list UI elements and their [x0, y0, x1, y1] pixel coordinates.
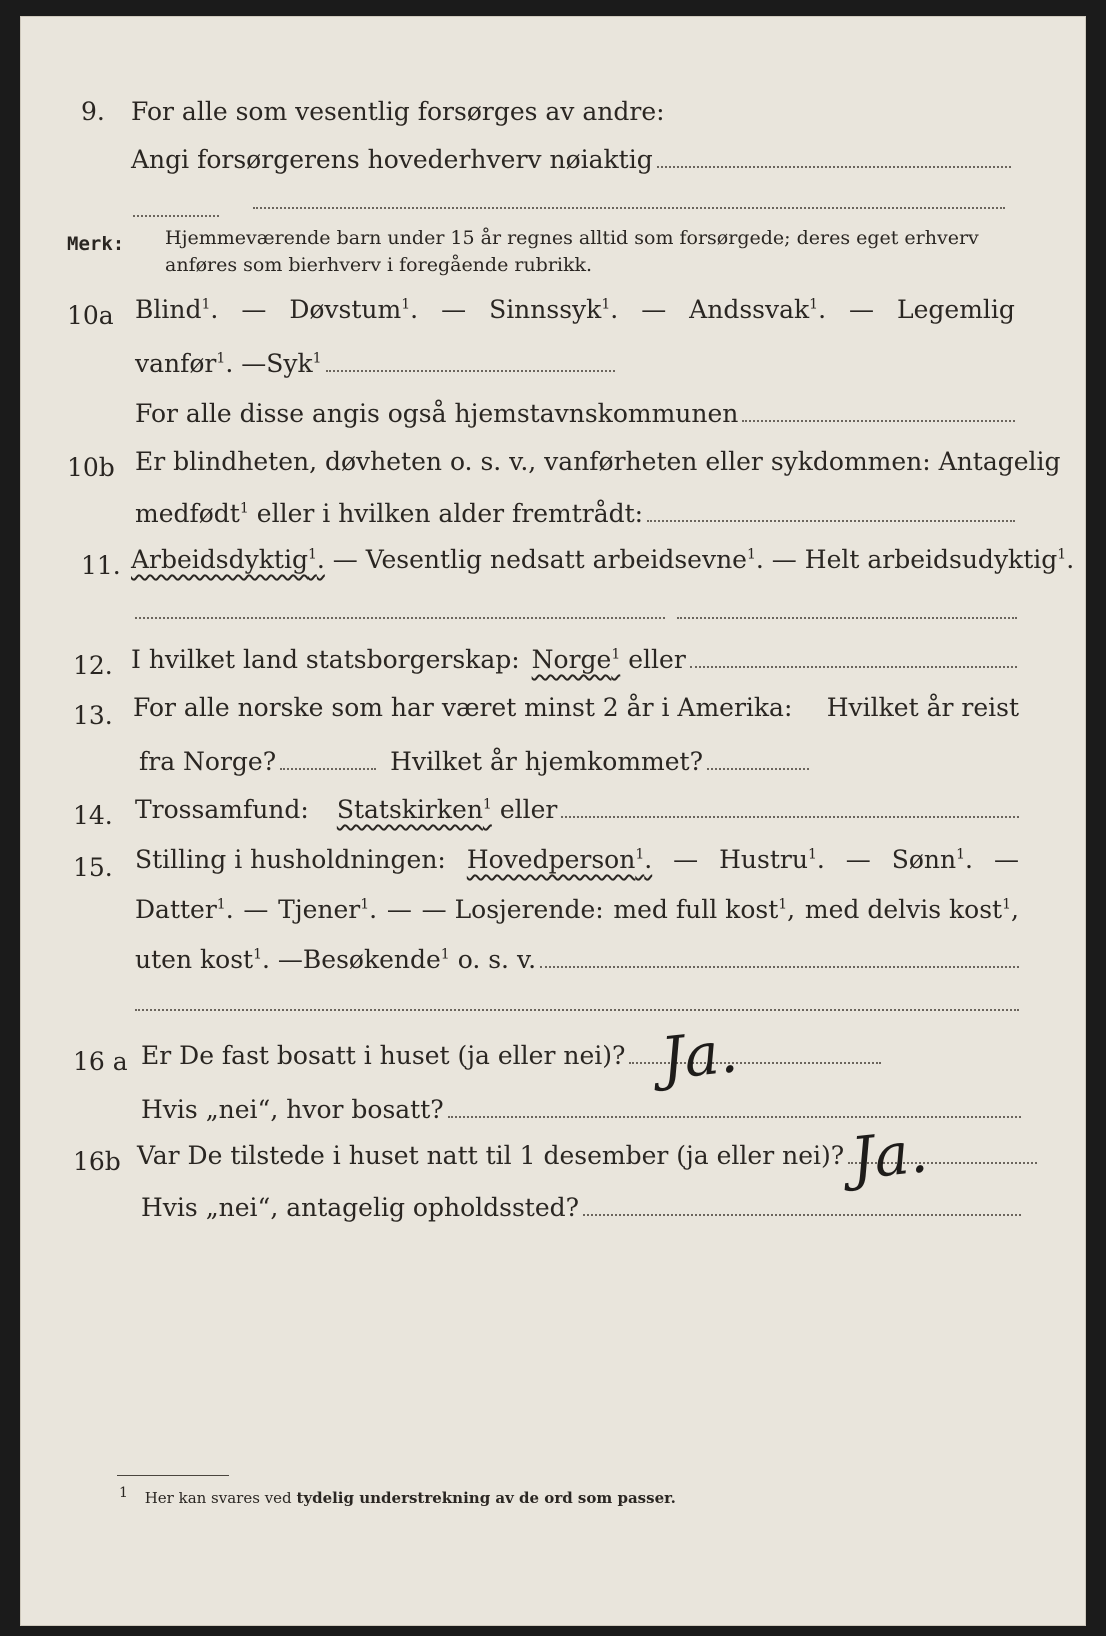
option-andssvak[interactable]: Andssvak$^1$.: [689, 295, 827, 324]
question-16b-line2: [141, 1193, 1021, 1222]
question-9-line1: [131, 97, 1011, 126]
question-13-returned: Hvilket år hjemkommet?: [390, 747, 704, 776]
option-blind[interactable]: Blind$^1$.: [135, 295, 219, 324]
census-form-page: [20, 16, 1086, 1626]
answer-field-continuation-b[interactable]: [253, 207, 1005, 209]
option-full-kost[interactable]: med full kost$^1$,: [613, 895, 796, 924]
question-16a-line2: [141, 1095, 1021, 1124]
handwritten-answer-present: Ja.: [847, 1117, 931, 1193]
option-delvis-kost[interactable]: med delvis kost$^1$,: [804, 895, 1019, 924]
note-text: [165, 225, 1021, 279]
handwritten-answer-resident: Ja.: [657, 1017, 741, 1093]
question-16b-whereabouts: Hvis „nei“, antagelig opholdssted?: [141, 1193, 580, 1222]
option-sonn[interactable]: Sønn$^1$.: [891, 845, 973, 874]
note-line-2: anføres som bierhverv i foregående rubrikk.: [165, 254, 593, 276]
option-uten-kost[interactable]: uten kost$^1$. —: [135, 945, 303, 974]
question-10b-text: Er blindheten, døvheten o. s. v., vanførheten eller sykdommen: Antagelig: [135, 447, 1061, 476]
question-10a-line3: [135, 399, 1015, 428]
answer-field-syk[interactable]: [326, 370, 615, 372]
question-13-line2: [139, 747, 809, 776]
answer-field-returned-year[interactable]: [707, 768, 809, 770]
question-9-line2: [131, 145, 1011, 174]
option-syk[interactable]: Syk$^1$: [266, 349, 322, 378]
question-15-losjerende: — Losjerende:: [421, 895, 604, 924]
answer-field-religion[interactable]: [561, 816, 1019, 818]
question-15-osv: o. s. v.: [457, 945, 537, 974]
question-number-11: 11.: [81, 551, 121, 580]
question-number-16b: 16b: [73, 1147, 121, 1176]
option-sinnssyk[interactable]: Sinnssyk$^1$.: [489, 295, 619, 324]
answer-field-11-b[interactable]: [677, 617, 1017, 619]
question-12-text: I hvilket land statsborgerskap:: [131, 645, 520, 674]
option-vesentlig-nedsatt[interactable]: Vesentlig nedsatt arbeidsevne$^1$.: [365, 545, 764, 574]
footnote: 1 Her kan svares ved tydelig understrekning av de ord som passer.: [119, 1485, 676, 1507]
answer-field-whereabouts[interactable]: [583, 1214, 1021, 1216]
question-number-15: 15.: [73, 853, 113, 882]
question-10b-line1: [135, 447, 1061, 476]
question-number-10a: 10a: [67, 301, 114, 330]
answer-field-continuation-a[interactable]: [133, 215, 219, 217]
answer-field-provider-occupation[interactable]: [657, 166, 1011, 168]
option-norge-selected[interactable]: Norge$^1$: [531, 645, 621, 674]
question-15-line2: Datter$^1$. — Tjener$^1$. — — Losjerende: med full kost$^1$, med delvis kost$^1$,: [135, 895, 1019, 924]
footnote-rule: [117, 1475, 229, 1476]
option-legemlig[interactable]: Legemlig: [897, 295, 1015, 324]
question-14-line: [135, 795, 1019, 824]
answer-field-15-continuation[interactable]: [135, 1009, 1019, 1011]
option-statskirken-selected[interactable]: Statskirken$^1$: [336, 795, 492, 824]
question-15-line3: [135, 945, 1019, 974]
answer-field-citizenship[interactable]: [690, 666, 1017, 668]
answer-field-emigrated-year[interactable]: [280, 768, 376, 770]
question-15-line1: Stilling i husholdningen: Hovedperson$^1$. — Hustru$^1$. — Sønn$^1$. —: [135, 845, 1019, 874]
option-hustru[interactable]: Hustru$^1$.: [719, 845, 825, 874]
question-9-label: Angi forsørgerens hovederhverv nøiaktig: [131, 145, 653, 174]
question-number-14: 14.: [73, 801, 113, 830]
option-arbeidsdyktig-selected[interactable]: Arbeidsdyktig$^1$.: [131, 545, 325, 574]
question-10a-line1: Blind$^1$. — Døvstum$^1$. — Sinnssyk$^1$. — Andssvak$^1$. — Legemlig: [135, 295, 1015, 324]
question-16a-where: Hvis „nei“, hvor bosatt?: [141, 1095, 444, 1124]
question-12-eller: eller: [628, 645, 686, 674]
answer-field-11-a[interactable]: [135, 617, 665, 619]
question-10a-line2: [135, 349, 615, 378]
question-number-12: 12.: [73, 651, 113, 680]
option-helt-arbeidsudyktig[interactable]: Helt arbeidsudyktig$^1$.: [804, 545, 1075, 574]
question-10a-home-municipality: For alle disse angis også hjemstavnskommunen: [135, 399, 739, 428]
question-10b-line2: [135, 499, 1015, 528]
answer-field-home-municipality[interactable]: [742, 420, 1015, 422]
question-11-line1: Arbeidsdyktig$^1$. — Vesentlig nedsatt arbeidsevne$^1$. — Helt arbeidsudyktig$^1$.: [131, 545, 1075, 574]
question-14-eller: eller: [499, 795, 558, 824]
question-number-16a: 16 a: [73, 1047, 128, 1076]
question-number-13: 13.: [73, 701, 113, 730]
option-medfodt[interactable]: medfødt$^1$: [135, 499, 249, 528]
question-12-line: [131, 645, 1017, 674]
answer-field-onset-age[interactable]: [647, 520, 1015, 522]
option-datter[interactable]: Datter$^1$.: [135, 895, 234, 924]
option-hovedperson-selected[interactable]: Hovedperson$^1$.: [466, 845, 653, 874]
question-number-9: 9.: [81, 97, 105, 126]
option-besokende[interactable]: Besøkende$^1$: [302, 945, 450, 974]
question-13-text-b: Hvilket år reist: [826, 693, 1019, 722]
answer-field-household-position[interactable]: [540, 966, 1019, 968]
footnote-emphasis: tydelig understrekning av de ord som passer.: [296, 1489, 676, 1507]
option-vanfor[interactable]: vanfør$^1$. —: [135, 349, 267, 378]
question-16a-text: Er De fast bosatt i huset (ja eller nei)?: [141, 1041, 626, 1070]
question-13-text: For alle norske som har været minst 2 år i Amerika:: [133, 693, 793, 722]
question-16a-line1: [141, 1041, 881, 1070]
question-16b-text: Var De tilstede i huset natt til 1 desember (ja eller nei)?: [137, 1141, 845, 1170]
question-9-text: For alle som vesentlig forsørges av andre:: [131, 97, 665, 126]
question-13-emigrated: fra Norge?: [139, 747, 277, 776]
option-tjener[interactable]: Tjener$^1$.: [278, 895, 378, 924]
question-number-10b: 10b: [67, 453, 115, 482]
note-line-1: Hjemmeværende barn under 15 år regnes alltid som forsørgede; deres eget erhverv: [165, 227, 979, 249]
question-13-line1: [133, 693, 1019, 722]
question-15-text: Stilling i husholdningen:: [135, 845, 446, 874]
question-10b-age: eller i hvilken alder fremtrådt:: [256, 499, 644, 528]
answer-field-residence[interactable]: [448, 1116, 1021, 1118]
question-14-text: Trossamfund:: [135, 795, 309, 824]
note-label: Merk:: [67, 233, 125, 255]
option-dovstum[interactable]: Døvstum$^1$.: [289, 295, 419, 324]
